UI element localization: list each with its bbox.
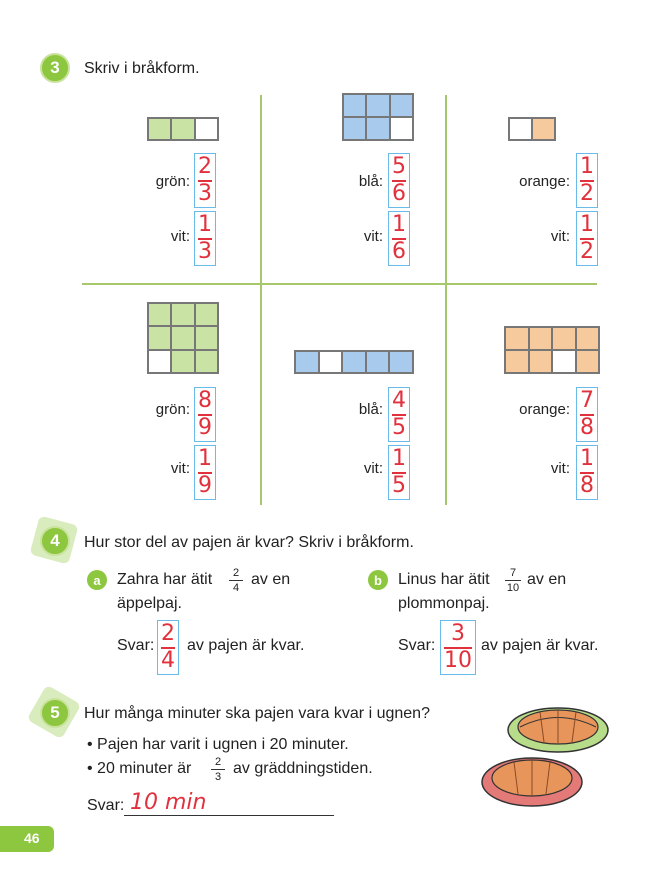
q4b-text1: Linus har ätit xyxy=(398,571,490,588)
label-orange: orange: xyxy=(519,173,570,190)
label-gron: grön: xyxy=(155,173,190,190)
q4b-text3: plommonpaj. xyxy=(398,595,490,612)
subquestion-b-badge: b xyxy=(368,570,388,590)
answer-box[interactable]: 1 2 xyxy=(576,211,598,266)
fraction-grid-green-ninths xyxy=(147,302,219,374)
answer-box[interactable]: 1 3 xyxy=(194,211,216,266)
fraction-grid-blue-sixths xyxy=(342,93,414,141)
label-vit: vit: xyxy=(363,228,383,245)
question-5-title: Hur många minuter ska pajen vara kvar i ugnen? xyxy=(84,705,430,722)
divider-vertical-1 xyxy=(260,95,262,505)
answer-box[interactable]: 1 9 xyxy=(194,445,216,500)
question-5-badge: 5 xyxy=(40,698,70,728)
label-bla: blå: xyxy=(358,173,383,190)
label-vit: vit: xyxy=(363,460,383,477)
q4a-fraction: 2 4 xyxy=(229,567,243,594)
question-3-title: Skriv i bråkform. xyxy=(84,60,200,77)
answer-box[interactable]: 4 5 xyxy=(388,387,410,442)
label-bla: blå: xyxy=(358,401,383,418)
fraction-grid-green-thirds xyxy=(147,117,219,141)
q5-answer-label: Svar: xyxy=(87,797,125,814)
pie-illustration xyxy=(480,700,610,815)
q4b-answer-label: Svar: xyxy=(398,637,436,654)
label-vit: vit: xyxy=(170,460,190,477)
answer-box[interactable]: 1 5 xyxy=(388,445,410,500)
q5-answer-line xyxy=(124,815,334,816)
question-3-badge: 3 xyxy=(40,53,70,83)
q4b-answer-suffix: av pajen är kvar. xyxy=(481,637,599,654)
q5-bullet-1: • Pajen har varit i ugnen i 20 minuter. xyxy=(87,736,349,753)
q4a-answer-box[interactable]: 2 4 xyxy=(157,620,179,675)
answer-box[interactable]: 1 8 xyxy=(576,445,598,500)
divider-horizontal xyxy=(82,283,597,285)
answer-box[interactable]: 8 9 xyxy=(194,387,216,442)
q5-answer-field[interactable]: 10 min xyxy=(130,790,207,815)
label-vit: vit: xyxy=(170,228,190,245)
answer-box[interactable]: 7 8 xyxy=(576,387,598,442)
label-gron: grön: xyxy=(155,401,190,418)
q4a-text1: Zahra har ätit xyxy=(117,571,213,588)
q4b-fraction: 7 10 xyxy=(506,567,520,594)
q4a-answer-suffix: av pajen är kvar. xyxy=(187,637,305,654)
q4a-answer-label: Svar: xyxy=(117,637,155,654)
q5-fraction: 2 3 xyxy=(211,756,225,783)
question-4-title: Hur stor del av pajen är kvar? Skriv i bråkform. xyxy=(84,534,414,551)
page-number: 46 xyxy=(24,830,40,846)
q4b-text2: av en xyxy=(527,571,567,588)
fraction-grid-blue-fifths xyxy=(294,350,414,374)
divider-vertical-2 xyxy=(445,95,447,505)
label-orange: orange: xyxy=(519,401,570,418)
fraction-grid-orange-eighths xyxy=(504,326,600,374)
q4a-text2: av en xyxy=(251,571,291,588)
question-4-badge: 4 xyxy=(40,526,70,556)
q5-bullet-2a: • 20 minuter är xyxy=(87,760,192,777)
answer-box[interactable]: 1 2 xyxy=(576,153,598,208)
answer-box[interactable]: 1 6 xyxy=(388,211,410,266)
fraction-grid-orange-halves xyxy=(508,117,556,141)
q5-bullet-2b: av gräddningstiden. xyxy=(233,760,373,777)
subquestion-a-badge: a xyxy=(87,570,107,590)
label-vit: vit: xyxy=(550,228,570,245)
q4a-text3: äppelpaj. xyxy=(117,595,182,612)
answer-box[interactable]: 2 3 xyxy=(194,153,216,208)
label-vit: vit: xyxy=(550,460,570,477)
answer-box[interactable]: 5 6 xyxy=(388,153,410,208)
q4b-answer-box[interactable]: 3 10 xyxy=(440,620,476,675)
